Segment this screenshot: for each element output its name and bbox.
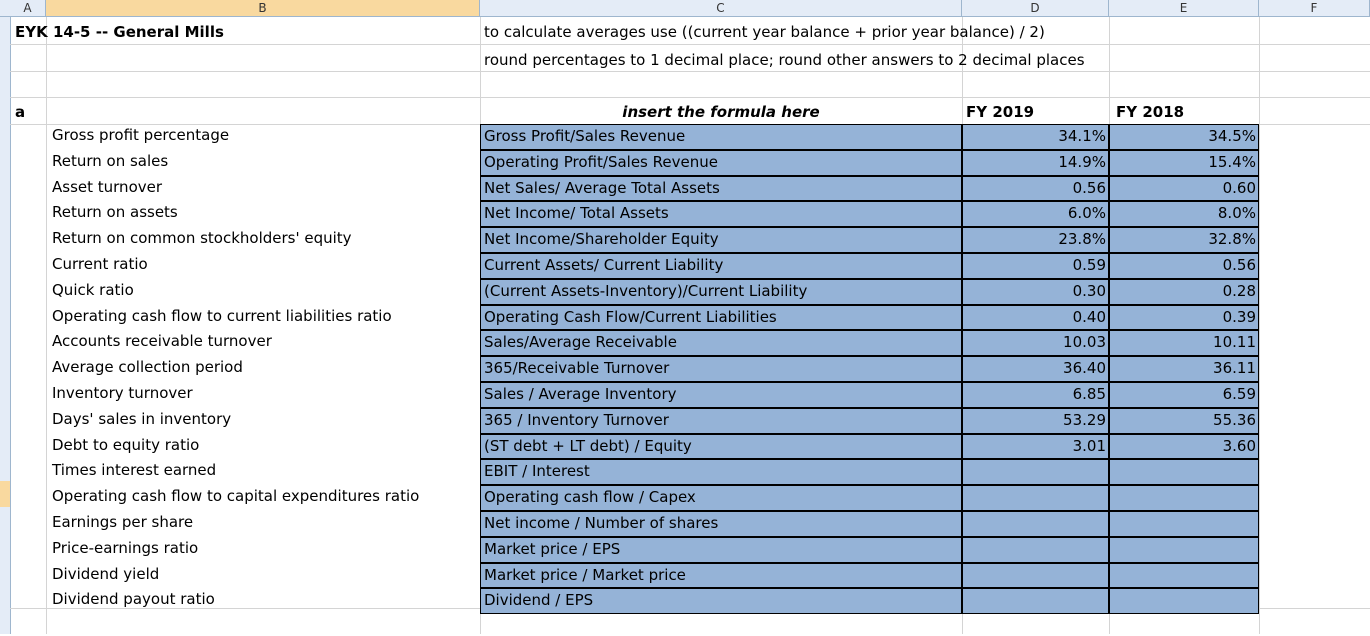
sheet-title[interactable]: EYK 14-5 -- General Mills [15, 23, 224, 41]
row-number[interactable] [0, 146, 10, 172]
row-number[interactable] [0, 327, 10, 353]
formula-cell[interactable]: Net Income/Shareholder Equity [480, 227, 962, 253]
fy2018-value-cell[interactable] [1109, 511, 1259, 537]
fy2018-value-cell[interactable]: 0.39 [1109, 305, 1259, 331]
row-number[interactable] [0, 94, 10, 120]
ratio-name-cell[interactable]: Price-earnings ratio [52, 538, 199, 557]
fy2019-value-cell[interactable]: 0.56 [962, 176, 1109, 202]
row-number[interactable] [0, 430, 10, 456]
fy2018-value-cell[interactable] [1109, 459, 1259, 485]
fy2019-value-cell[interactable] [962, 537, 1109, 563]
fy2019-value-cell[interactable] [962, 485, 1109, 511]
fy2019-value-cell[interactable]: 36.40 [962, 356, 1109, 382]
rounding-note[interactable]: round percentages to 1 decimal place; round other answers to 2 decimal places [484, 51, 1085, 69]
formula-cell[interactable]: Gross Profit/Sales Revenue [480, 124, 962, 150]
ratio-name-cell[interactable]: Accounts receivable turnover [52, 332, 272, 351]
gridline [46, 17, 47, 634]
fy2019-value-cell[interactable]: 0.30 [962, 279, 1109, 305]
row-number[interactable] [0, 610, 10, 636]
fy2019-value-cell[interactable] [962, 459, 1109, 485]
row-header-strip[interactable] [0, 17, 11, 634]
ratio-name-cell[interactable]: Asset turnover [52, 177, 163, 196]
row-number[interactable] [0, 223, 10, 249]
ratio-name-cell[interactable]: Average collection period [52, 358, 243, 377]
column-header-c[interactable]: C [480, 0, 962, 16]
row-number[interactable] [0, 301, 10, 327]
ratio-name-cell[interactable]: Gross profit percentage [52, 126, 230, 144]
row-number[interactable] [0, 404, 10, 430]
formula-cell[interactable]: Net Sales/ Average Total Assets [480, 176, 962, 202]
fy2018-value-cell[interactable]: 0.60 [1109, 176, 1259, 202]
formula-cell[interactable]: Operating Cash Flow/Current Liabilities [480, 305, 962, 331]
ratio-name-cell[interactable]: Inventory turnover [52, 384, 193, 402]
fy2019-value-cell[interactable]: 0.40 [962, 305, 1109, 331]
formula-cell[interactable]: Operating Profit/Sales Revenue [480, 150, 962, 176]
row-number[interactable] [0, 275, 10, 301]
fy2018-value-cell[interactable]: 0.28 [1109, 279, 1259, 305]
gridline [10, 44, 1370, 45]
fy2018-value-cell[interactable]: 32.8% [1109, 227, 1259, 253]
fy2019-value-cell[interactable]: 23.8% [962, 227, 1109, 253]
ratio-name-cell[interactable]: Return on assets [52, 203, 178, 222]
formula-column-header[interactable]: insert the formula here [622, 103, 820, 121]
ratio-name-cell[interactable]: Return on sales [52, 151, 169, 170]
formula-cell[interactable]: Sales / Average Inventory [480, 382, 962, 408]
row-number[interactable] [0, 456, 10, 482]
column-header-f[interactable]: F [1259, 0, 1370, 16]
formula-cell[interactable]: Operating cash flow / Capex [480, 485, 962, 511]
formula-cell[interactable]: Market price / EPS [480, 537, 962, 563]
row-number[interactable] [0, 559, 10, 585]
averaging-note[interactable]: to calculate averages use ((current year balance + prior year balance) / 2) [484, 23, 1045, 41]
fy2018-value-cell[interactable]: 55.36 [1109, 408, 1259, 434]
row-number[interactable] [0, 378, 10, 404]
fy2019-value-cell[interactable]: 14.9% [962, 150, 1109, 176]
fy2018-value-cell[interactable] [1109, 563, 1259, 589]
formula-cell[interactable]: (Current Assets-Inventory)/Current Liability [480, 279, 962, 305]
section-label[interactable]: a [15, 103, 26, 121]
ratio-name-cell[interactable]: Earnings per share [52, 513, 194, 531]
column-header-d[interactable]: D [962, 0, 1109, 16]
ratio-name-cell[interactable]: Debt to equity ratio [52, 435, 200, 454]
row-number[interactable] [0, 120, 10, 146]
fy2019-value-cell[interactable]: 6.0% [962, 201, 1109, 227]
fy2019-value-cell[interactable]: 6.85 [962, 382, 1109, 408]
fy2019-value-cell[interactable] [962, 588, 1109, 614]
fy2018-value-cell[interactable] [1109, 588, 1259, 614]
formula-cell[interactable]: Net income / Number of shares [480, 511, 962, 537]
fy2018-column-header[interactable]: FY 2018 [1116, 103, 1185, 121]
formula-cell[interactable]: (ST debt + LT debt) / Equity [480, 434, 962, 460]
formula-cell[interactable]: Current Assets/ Current Liability [480, 253, 962, 279]
fy2019-value-cell[interactable] [962, 511, 1109, 537]
fy2018-value-cell[interactable]: 8.0% [1109, 201, 1259, 227]
formula-cell[interactable]: 365 / Inventory Turnover [480, 408, 962, 434]
ratio-name-cell[interactable]: Return on common stockholders' equity [52, 229, 352, 248]
row-number[interactable] [0, 17, 10, 43]
fy2019-value-cell[interactable] [962, 563, 1109, 589]
gridline [10, 97, 1370, 98]
ratio-name-cell[interactable]: Dividend payout ratio [52, 590, 215, 609]
column-header-a[interactable]: A [10, 0, 46, 16]
fy2019-value-cell[interactable]: 0.59 [962, 253, 1109, 279]
ratio-name-cell[interactable]: Dividend yield [52, 564, 160, 583]
fy2018-value-cell[interactable] [1109, 537, 1259, 563]
gridline [1259, 17, 1260, 634]
fy2019-column-header[interactable]: FY 2019 [966, 103, 1035, 121]
fy2019-value-cell[interactable]: 34.1% [962, 124, 1109, 150]
row-number[interactable] [0, 507, 10, 533]
ratio-name-cell[interactable]: Times interest earned [52, 461, 217, 480]
ratio-name-cell[interactable]: Current ratio [52, 255, 148, 273]
fy2018-value-cell[interactable]: 15.4% [1109, 150, 1259, 176]
row-number[interactable] [0, 352, 10, 378]
formula-cell[interactable]: 365/Receivable Turnover [480, 356, 962, 382]
fy2018-value-cell[interactable]: 10.11 [1109, 330, 1259, 356]
fy2018-value-cell[interactable]: 0.56 [1109, 253, 1259, 279]
ratio-name-cell[interactable]: Days' sales in inventory [52, 409, 232, 428]
row-number[interactable] [0, 533, 10, 559]
row-header-selected[interactable] [0, 481, 10, 507]
ratio-name-cell[interactable]: Operating cash flow to current liabilities ratio [52, 306, 392, 325]
column-header-b[interactable]: B [46, 0, 480, 16]
formula-cell[interactable]: Dividend / EPS [480, 588, 962, 614]
ratio-name-cell[interactable]: Operating cash flow to capital expenditures ratio [52, 487, 420, 506]
formula-cell[interactable]: Market price / Market price [480, 563, 962, 589]
row-number[interactable] [0, 249, 10, 275]
ratio-name-cell[interactable]: Quick ratio [52, 280, 134, 299]
row-number[interactable] [0, 43, 10, 69]
fy2018-value-cell[interactable]: 6.59 [1109, 382, 1259, 408]
column-header-e[interactable]: E [1109, 0, 1259, 16]
row-number[interactable] [0, 585, 10, 611]
fy2018-value-cell[interactable]: 36.11 [1109, 356, 1259, 382]
fy2019-value-cell[interactable]: 53.29 [962, 408, 1109, 434]
formula-cell[interactable]: Net Income/ Total Assets [480, 201, 962, 227]
fy2019-value-cell[interactable]: 3.01 [962, 434, 1109, 460]
row-number[interactable] [0, 69, 10, 95]
fy2019-value-cell[interactable]: 10.03 [962, 330, 1109, 356]
fy2018-value-cell[interactable] [1109, 485, 1259, 511]
fy2018-value-cell[interactable]: 34.5% [1109, 124, 1259, 150]
formula-cell[interactable]: Sales/Average Receivable [480, 330, 962, 356]
column-header-row [0, 0, 1370, 17]
row-number[interactable] [0, 198, 10, 224]
row-number[interactable] [0, 172, 10, 198]
fy2018-value-cell[interactable]: 3.60 [1109, 434, 1259, 460]
formula-cell[interactable]: EBIT / Interest [480, 459, 962, 485]
